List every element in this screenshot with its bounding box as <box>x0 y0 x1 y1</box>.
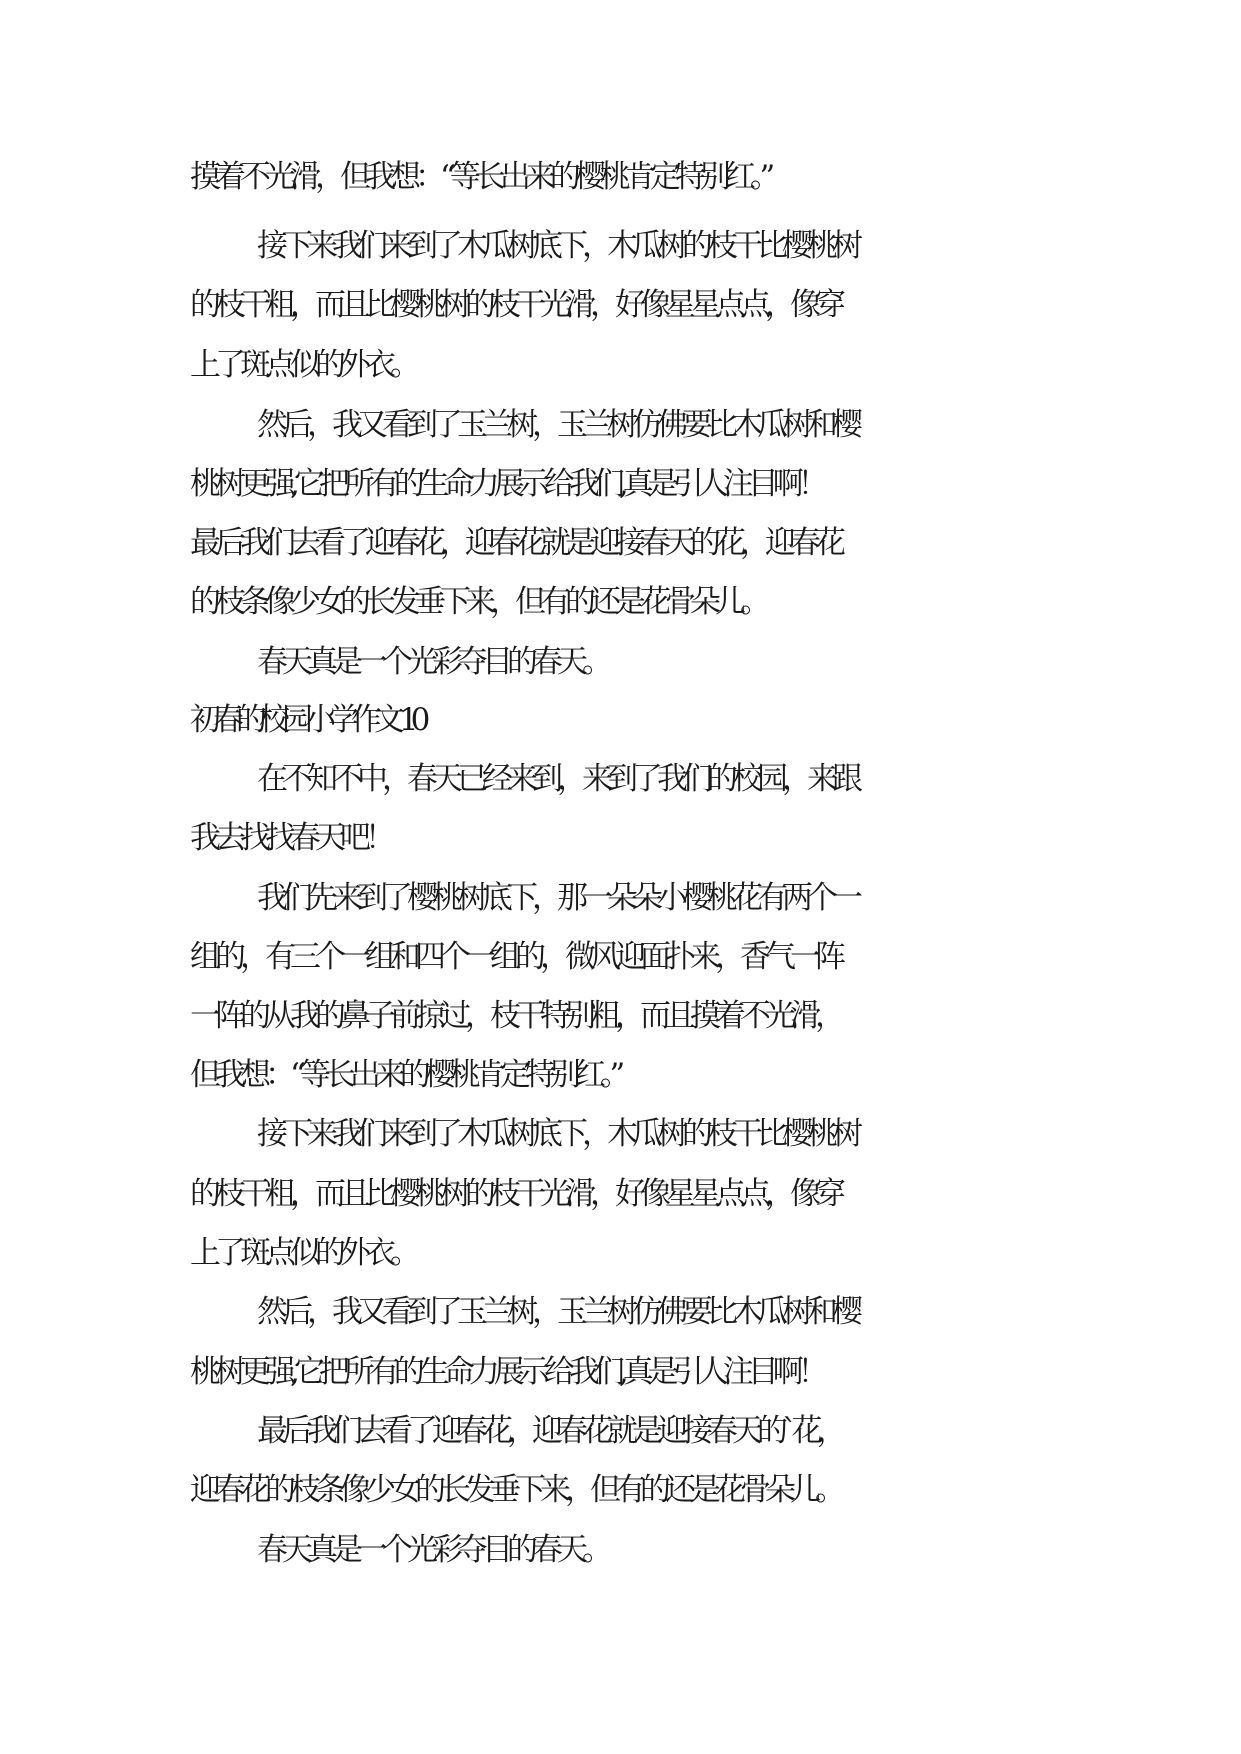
paragraph-first-line: 最后我们去看了迎春花，迎春花就是迎接春天的`花， <box>257 1413 842 1449</box>
text-line: 最后我们去看了迎春花，迎春花就是迎接春天的花，迎春花 <box>190 525 840 561</box>
text-line: 我去找找春天吧！ <box>190 820 390 856</box>
paragraph-first-line: 在不知不中，春天已经来到，来到了我们的校园，来跟 <box>257 761 857 797</box>
text-line: 摸着不光滑，但我想：“等长出来的樱桃肯定特别红。” <box>190 159 770 195</box>
text-line: 迎春花的枝条像少女的长发垂下来，但有的还是花骨朵儿。 <box>190 1472 840 1508</box>
text-line: 的枝条像少女的长发垂下来，但有的还是花骨朵儿。 <box>190 584 765 620</box>
text-line: 一阵的从我的鼻子前掠过，枝干特别粗，而且摸着不光滑， <box>190 998 840 1034</box>
section-heading: 初春的校园小学作文 10 <box>190 702 423 738</box>
text-line: 上了斑点似的外衣。 <box>190 347 415 383</box>
text-line: 但我想：“等长出来的樱桃肯定特别红。” <box>190 1057 620 1093</box>
text-line: 上了斑点似的外衣。 <box>190 1235 415 1271</box>
paragraph-first-line: 接下来我们来到了木瓜树底下，木瓜树的枝干比樱桃树 <box>257 228 857 264</box>
text-line: 组的，有三个一组和四个一组的，微风迎面扑来，香气一阵 <box>190 939 840 975</box>
paragraph-first-line: 春天真是一个光彩夺目的春天。 <box>257 644 607 680</box>
text-line: 的枝干粗，而且比樱桃树的枝干光滑，好像星星点点，像穿 <box>190 1176 840 1212</box>
text-line: 的枝干粗，而且比樱桃树的枝干光滑，好像星星点点，像穿 <box>190 287 840 323</box>
text-line: 桃树更强,它把所有的生命力展示给我们,真是引人注目啊！ <box>190 466 823 502</box>
paragraph-first-line: 然后，我又看到了玉兰树，玉兰树仿佛要比木瓜树和樱 <box>257 407 857 443</box>
paragraph-first-line: 春天真是一个光彩夺目的春天。 <box>257 1532 607 1568</box>
text-line: 桃树更强,它把所有的生命力展示给我们,真是引人注目啊！ <box>190 1354 823 1390</box>
paragraph-first-line: 接下来我们来到了木瓜树底下，木瓜树的枝干比樱桃树 <box>257 1116 857 1152</box>
paragraph-first-line: 我们先来到了樱桃树底下，那一朵朵小樱桃花有两个一 <box>257 880 857 916</box>
paragraph-first-line: 然后，我又看到了玉兰树，玉兰树仿佛要比木瓜树和樱 <box>257 1294 857 1330</box>
